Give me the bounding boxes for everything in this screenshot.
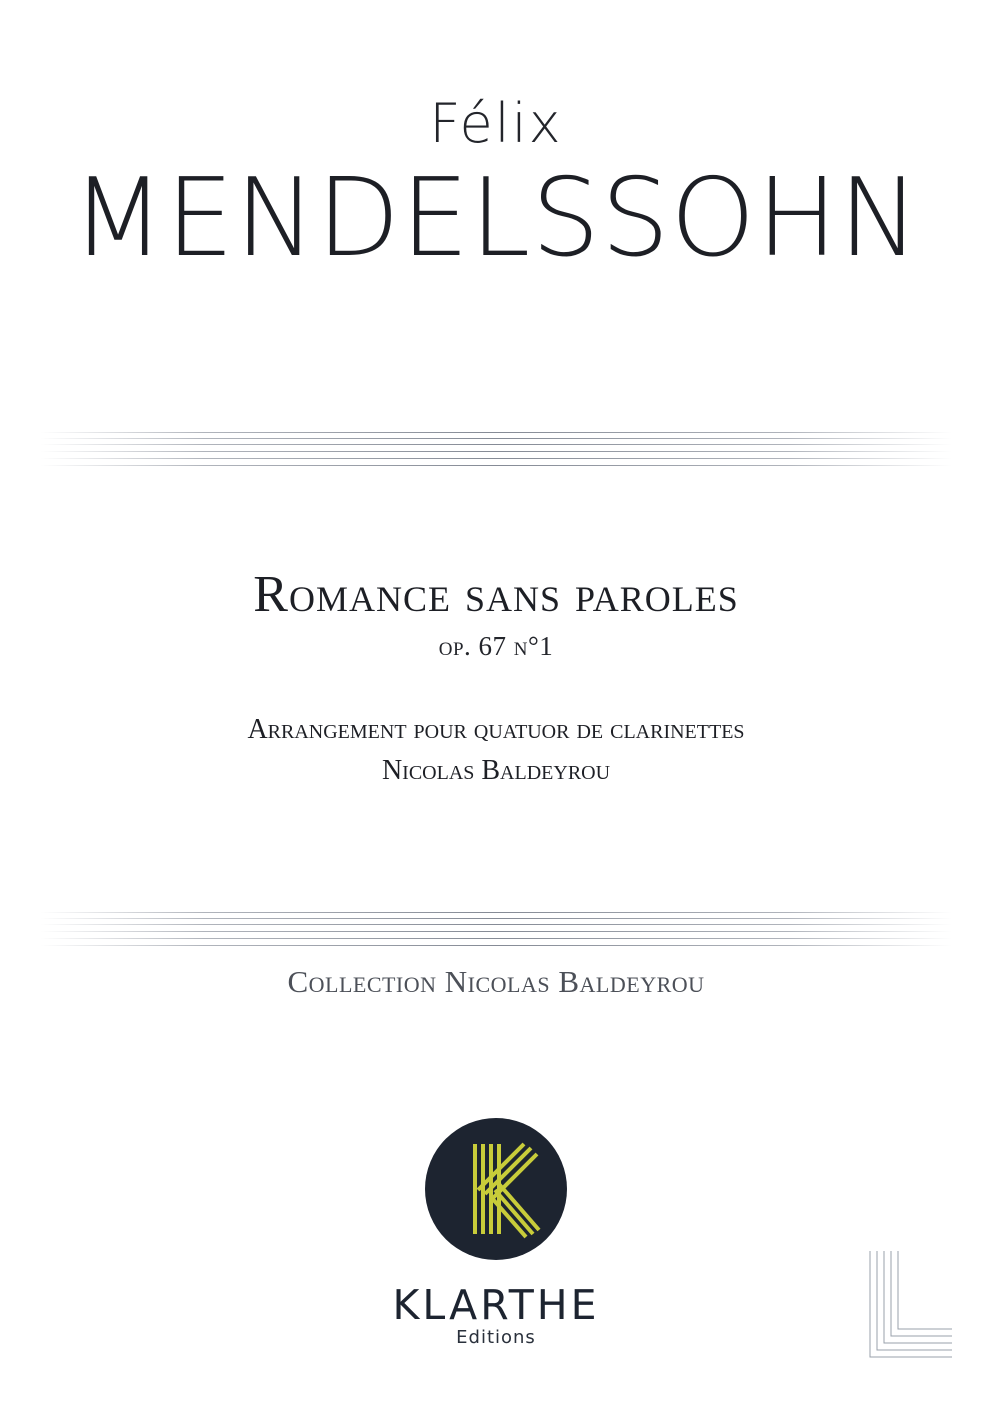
composer-last-name: MENDELSSOHN bbox=[71, 155, 921, 281]
rule-line bbox=[40, 938, 952, 939]
composer-first-name: Félix bbox=[429, 92, 563, 155]
decorative-rule-top bbox=[40, 432, 952, 466]
corner-bracket-icon bbox=[866, 1251, 952, 1361]
composer-block bbox=[0, 92, 992, 281]
work-title: Romance sans paroles bbox=[253, 566, 739, 623]
rule-line bbox=[40, 931, 952, 932]
rule-line bbox=[40, 465, 952, 466]
rule-line bbox=[40, 444, 952, 445]
publisher-name: KLARTHE bbox=[392, 1281, 600, 1329]
publisher-block bbox=[0, 1118, 992, 1348]
rule-line bbox=[40, 924, 952, 925]
rule-line bbox=[40, 912, 952, 913]
collection-line: Collection Nicolas Baldeyrou bbox=[287, 964, 705, 999]
decorative-rule-bottom bbox=[40, 912, 952, 946]
work-opus: op. 67 n°1 bbox=[438, 631, 554, 662]
title-block bbox=[0, 566, 992, 791]
publisher-subtitle: Editions bbox=[456, 1327, 536, 1348]
rule-line bbox=[40, 945, 952, 946]
rule-line bbox=[40, 458, 952, 459]
rule-line bbox=[40, 918, 952, 919]
rule-line bbox=[40, 438, 952, 439]
publisher-logo-icon bbox=[425, 1118, 567, 1260]
rule-line bbox=[40, 432, 952, 433]
arranger-name: Nicolas Baldeyrou bbox=[381, 754, 611, 786]
arrangement-description: Arrangement pour quatuor de clarinettes bbox=[247, 714, 745, 746]
rule-line bbox=[40, 451, 952, 452]
